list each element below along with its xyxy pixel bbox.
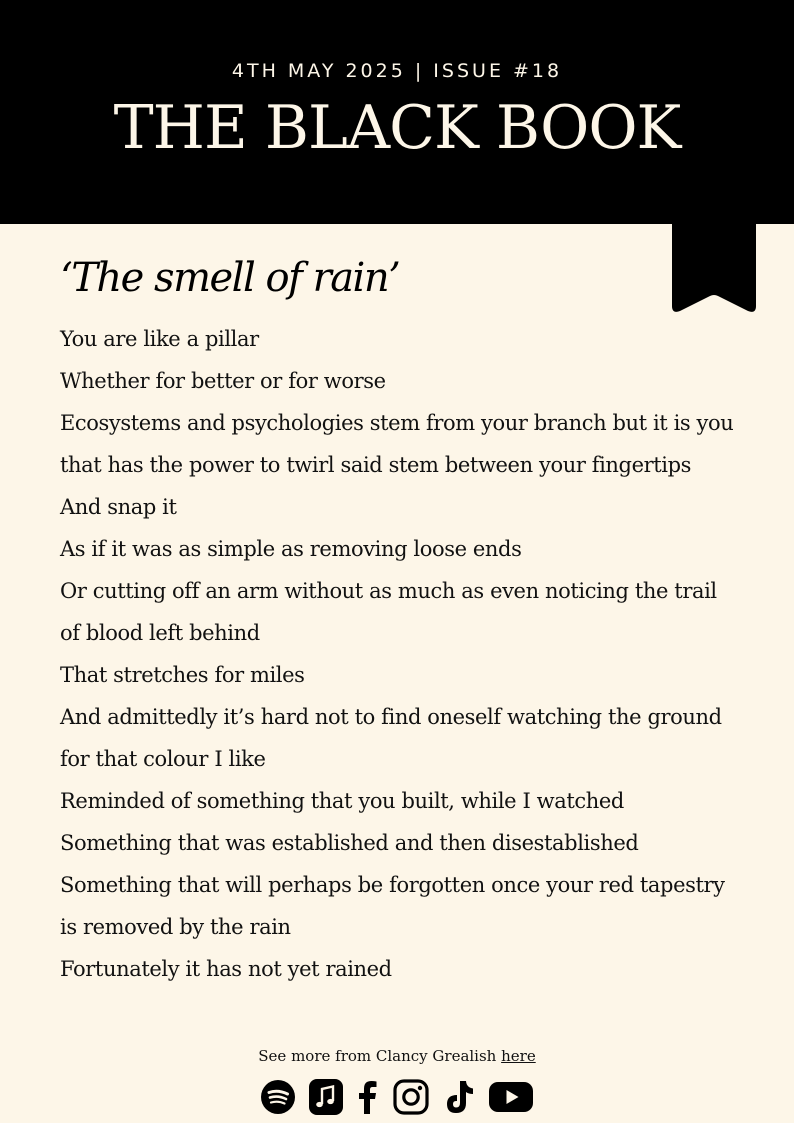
poem-line: And snap it: [60, 495, 177, 519]
poem-line: Or cutting off an arm without as much as even noticing the trail of blood left behind: [60, 579, 717, 645]
author-credit-text: See more from Clancy Grealish: [258, 1047, 502, 1065]
poem-line: And admittedly it’s hard not to find oneself watching the ground for that colour I like: [60, 705, 722, 771]
publication-title: THE BLACK BOOK: [113, 93, 681, 163]
facebook-icon[interactable]: [357, 1080, 379, 1114]
poem-line: Something that was established and then disestablished: [60, 831, 639, 855]
spotify-icon[interactable]: [261, 1080, 295, 1114]
poem-line: Something that will perhaps be forgotten once your red tapestry is removed by the rain: [60, 873, 725, 939]
masthead-banner: [0, 0, 794, 224]
tiktok-icon[interactable]: [443, 1079, 475, 1115]
poem-line: Reminded of something that you built, while I watched: [60, 789, 624, 813]
poem-line: Fortunately it has not yet rained: [60, 957, 392, 981]
poem-line: You are like a pillar: [60, 327, 259, 351]
social-links: [0, 1079, 794, 1115]
poem-line: Whether for better or for worse: [60, 369, 386, 393]
poem-line: That stretches for miles: [60, 663, 305, 687]
youtube-icon[interactable]: [489, 1081, 533, 1113]
instagram-icon[interactable]: [393, 1079, 429, 1115]
issue-dateline: 4TH MAY 2025 | ISSUE #18: [231, 60, 563, 82]
author-credit: [0, 1047, 794, 1065]
bookmark-ribbon-icon: [672, 222, 756, 314]
author-link[interactable]: here: [501, 1047, 536, 1065]
poem-line: As if it was as simple as removing loose ends: [60, 537, 522, 561]
apple-music-icon[interactable]: [309, 1079, 343, 1115]
poem-body: [60, 318, 740, 990]
poem-line: Ecosystems and psychologies stem from your branch but it is you that has the power to twirl said stem between your fingertips: [60, 411, 734, 477]
poem-title: ‘The smell of rain’: [60, 255, 400, 301]
